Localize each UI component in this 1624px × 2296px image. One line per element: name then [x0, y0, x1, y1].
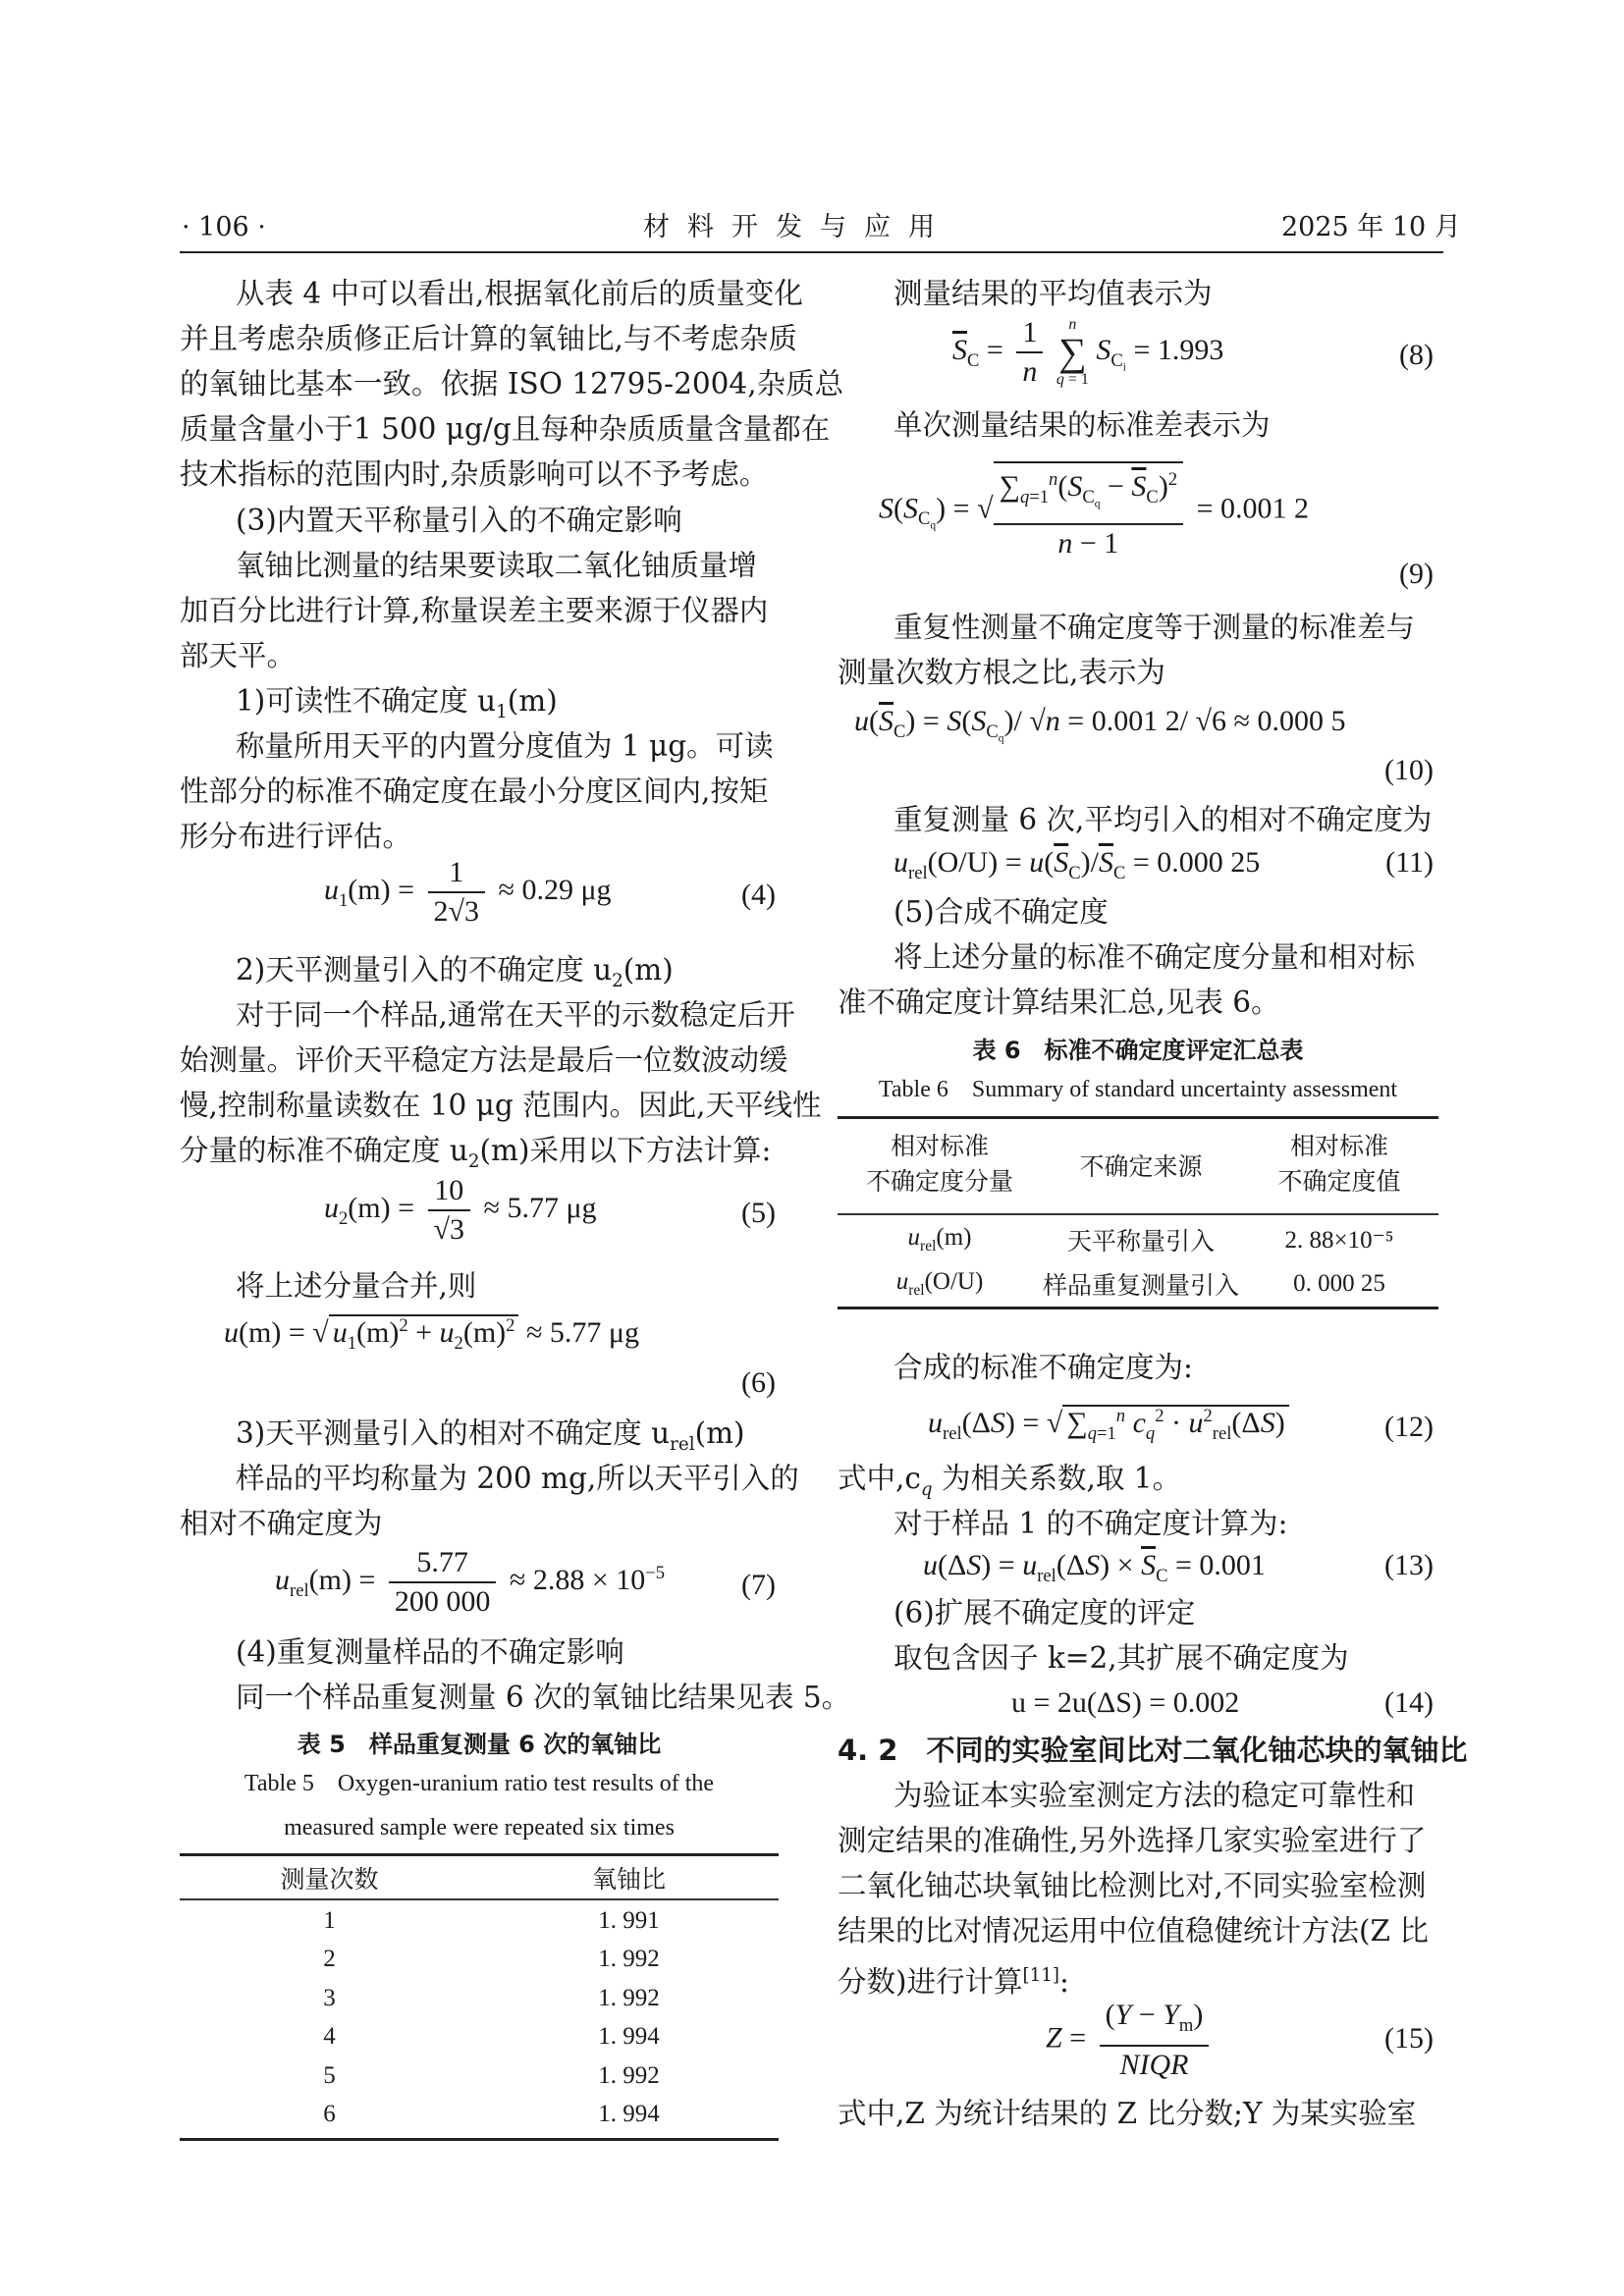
table-6-header-value: 相对标准 不确定度值 — [1277, 1134, 1401, 1196]
sec5-line-1: 将上述分量的标准不确定度分量和相对标 — [893, 940, 1416, 974]
table-5-header-ratio: 氧铀比 — [591, 1867, 666, 1894]
sec42-line-4: 结果的比对情况运用中位值稳健统计方法(Z 比 — [838, 1914, 1429, 1948]
table-5-top-rule — [180, 1853, 779, 1856]
table-5-header-count: 测量次数 — [280, 1867, 379, 1894]
table-cell: 2. 88×10⁻⁵ — [1284, 1226, 1394, 1254]
sub1-line-3: 形分布进行评估。 — [180, 820, 412, 853]
table-row — [180, 2018, 779, 2057]
table-cell: 0. 000 25 — [1293, 1269, 1385, 1297]
equation-7: $u_{rel}(m)$ = $\frac{5.77}{200 000}$ ≈ $2.88 \times 10^{-5}$ — [275, 1546, 666, 1618]
merge-text: 将上述分量合并,则 — [236, 1269, 477, 1303]
equation-15: Z = $\frac{(Y - Y_m)}{\text{NIQR}}$ — [1046, 1999, 1215, 2082]
sub3-line-2: 相对不确定度为 — [180, 1507, 383, 1540]
table-row — [180, 2096, 779, 2135]
table-row — [180, 1979, 779, 2018]
table-6-header-row — [838, 1119, 1438, 1211]
table-row — [838, 1261, 1438, 1306]
table-cell: 3 — [323, 1984, 336, 2011]
table-5-bottom-rule — [180, 2138, 779, 2141]
equation-15-number: (15) — [1384, 2022, 1434, 2055]
table-cell: $u_{rel}(O/U)$ — [895, 1267, 984, 1299]
table-6-header-source: 不确定来源 — [1079, 1154, 1203, 1181]
equation-14-number: (14) — [1384, 1686, 1434, 1719]
sub2-line-3: 慢,控制称量读数在 10 μg 范围内。因此,天平线性 — [180, 1089, 822, 1122]
equation-10: $u(\overline{S}_C) = S(S_{C_q})/$ √n = 0.001 2/ √6 ≈ 0.000 5 — [854, 705, 1346, 745]
sec3-line-2: 加百分比进行计算,称量误差主要来源于仪器内 — [180, 594, 769, 627]
sec42-line-2: 测定结果的准确性,另外选择几家实验室进行了 — [838, 1824, 1427, 1857]
table-cell: 1. 994 — [598, 2101, 660, 2128]
table-5 — [180, 1858, 779, 1897]
sec42-line-3: 二氧化铀芯块氧铀比检测比对,不同实验室检测 — [838, 1869, 1427, 1902]
intro-line-5: 技术指标的范围内时,杂质影响可以不予考虑。 — [180, 457, 769, 491]
table-6-caption-en: Table 6 Summary of standard uncertainty assessment — [878, 1077, 1398, 1102]
cq-text: 式中$,c_q$ 为相关系数,取 1。 — [838, 1462, 1182, 1500]
intro-line-3: 的氧铀比基本一致。依据 ISO 12795-2004,杂质总 — [180, 367, 844, 400]
table-6-header-rule — [838, 1213, 1438, 1215]
subsection-1-title: 1)可读性不确定度 $u_1(m)$ — [236, 684, 558, 722]
combined-intro: 合成的标准不确定度为: — [893, 1351, 1193, 1384]
sub2-line-2: 始测量。评价天平稳定方法是最后一位数波动缓 — [180, 1043, 788, 1077]
table-5-caption-cn: 表 5 样品重复测量 6 次的氧铀比 — [297, 1731, 662, 1758]
equation-12: $u_{rel}(\Delta S)$ = √ $\sum_{q=1}^n$ $c_q^2 \cdot u^2_{rel}(\Delta S)$ — [928, 1406, 1289, 1445]
equation-11: $u_{rel}(O/U) = u(\overline{S}_C)/\overline{S}_C = 0.000$ 25 — [893, 846, 1261, 883]
equation-4-number: (4) — [741, 879, 776, 911]
table-5-header-row — [180, 1858, 779, 1897]
table-cell: 4 — [323, 2023, 336, 2051]
equation-7-number: (7) — [741, 1569, 776, 1601]
table-cell: 1. 992 — [598, 2061, 660, 2089]
section-6-title: (6)扩展不确定度的评定 — [893, 1596, 1196, 1629]
section-3-title: (3)内置天平称量引入的不确定影响 — [236, 504, 682, 537]
table-cell: 5 — [323, 2061, 336, 2089]
subsection-2-title: 2)天平测量引入的不确定度 $u_2(m)$ — [236, 953, 674, 991]
equation-8-number: (8) — [1399, 339, 1434, 371]
sd-intro: 单次测量结果的标准差表示为 — [893, 408, 1271, 442]
equation-5-number: (5) — [741, 1197, 776, 1229]
table-row — [838, 1217, 1438, 1261]
table-cell: 1. 991 — [598, 1906, 660, 1934]
equation-6-number: (6) — [741, 1366, 776, 1399]
citation: [11] — [1022, 1965, 1060, 1986]
table-cell: 样品重复测量引入 — [1043, 1272, 1240, 1300]
equation-10-number: (10) — [1384, 754, 1434, 786]
repeatability-line-2: 测量次数方根之比,表示为 — [838, 656, 1165, 689]
sec42-line-1: 为验证本实验室测定方法的稳定可靠性和 — [893, 1779, 1416, 1812]
repeatability-line-1: 重复性测量不确定度等于测量的标准差与 — [893, 611, 1416, 644]
sub2-line-4: 分量的标准不确定度 $u_2(m)$采用以下方法计算: — [180, 1134, 772, 1172]
table-cell: 1 — [323, 1906, 336, 1934]
equation-12-number: (12) — [1384, 1411, 1434, 1443]
table-5-caption-en-2: measured sample were repeated six times — [284, 1815, 675, 1841]
last-line: 式中,Z 为统计结果的 Z 比分数;Y 为某实验室 — [838, 2097, 1417, 2130]
equation-13-number: (13) — [1384, 1549, 1434, 1581]
sec3-line-1: 氧铀比测量的结果要读取二氧化铀质量增 — [236, 549, 758, 582]
equation-11-number: (11) — [1385, 846, 1434, 879]
issue-date: 2025 年 10 月 — [1281, 212, 1461, 242]
header-rule — [180, 251, 1443, 253]
table-cell: 1. 992 — [598, 1946, 660, 1973]
sub1-line-2: 性部分的标准不确定度在最小分度区间内,按矩 — [180, 774, 769, 808]
page-number: · 106 · — [182, 212, 266, 242]
table-row — [180, 1901, 779, 1941]
sec42-line-5: 分数)进行计算[11]: — [838, 1964, 1069, 1999]
section-4-title: (4)重复测量样品的不确定影响 — [236, 1635, 624, 1669]
sub2-line-1: 对于同一个样品,通常在天平的示数稳定后开 — [236, 998, 795, 1032]
journal-title: 材料开发与应用 — [643, 212, 952, 242]
table-5-body — [180, 1901, 779, 2134]
equation-13: $u(\Delta S) = u_{rel}(\Delta S) \times \overline{S}_C = 0.001$ — [923, 1549, 1266, 1586]
table-6-head — [838, 1119, 1438, 1211]
section-4-2-title: 4. 2 不同的实验室间比对二氧化铀芯块的氧铀比 — [838, 1734, 1468, 1767]
equation-8: $\overline{S}_C$ = $\frac{1}{n}$ n ∑ q = 1 $S_{C_i} = 1.993$ — [952, 316, 1224, 388]
table-6-body — [838, 1217, 1438, 1306]
equation-6: u(m) = √ $u_1(m)^2 + u_2(m)^2 \approx 5.77$ μg — [224, 1315, 640, 1354]
intro-line-1: 从表 4 中可以看出,根据氧化前后的质量变化 — [236, 277, 803, 310]
table-cell: 6 — [323, 2101, 336, 2128]
sec6-line-1: 取包含因子 k=2,其扩展不确定度为 — [893, 1641, 1349, 1675]
equation-9-number: (9) — [1399, 558, 1434, 590]
sub1-line-1: 称量所用天平的内置分度值为 1 μg。可读 — [236, 729, 774, 763]
equation-5: $u_2(m)$ = $\frac{10}{√3}$ ≈ 5.77 μg — [324, 1174, 597, 1246]
intro-line-2: 并且考虑杂质修正后计算的氧铀比,与不考虑杂质 — [180, 322, 797, 355]
sec4-line-1: 同一个样品重复测量 6 次的氧铀比结果见表 5。 — [236, 1681, 851, 1714]
equation-9: $S(S_{C_q})$ = √ $\frac{\sum_{q=1}^n(S_{C_q} - \overline{S}_C)^2}{n - 1}$ = 0.001 2 — [879, 461, 1309, 561]
section-5-title: (5)合成不确定度 — [893, 895, 1109, 929]
intro-line-4: 质量含量小于1 500 μg/g且每种杂质质量含量都在 — [180, 412, 831, 446]
equation-4: $u_1(m)$ = $\frac{1}{2√3}$ ≈ 0.29 μg — [324, 856, 612, 928]
table-5-header-rule — [180, 1898, 779, 1900]
repeat-6-text: 重复测量 6 次,平均引入的相对不确定度为 — [893, 803, 1433, 836]
table-6-header-component: 相对标准 不确定度分量 — [866, 1134, 1014, 1196]
table-row — [180, 2056, 779, 2096]
table-6-bottom-rule — [838, 1307, 1438, 1309]
table-cell: 天平称量引入 — [1067, 1228, 1216, 1255]
subsection-3-title: 3)天平测量引入的相对不确定度 $u_{rel}(m)$ — [236, 1416, 745, 1455]
table-cell: 1. 992 — [598, 1984, 660, 2011]
equation-14: u = 2u(ΔS) = 0.002 — [1011, 1686, 1240, 1719]
sec5-line-2: 准不确定度计算结果汇总,见表 6。 — [838, 986, 1280, 1019]
table-5-caption-en-1: Table 5 Oxygen-uranium ratio test results of the — [244, 1771, 715, 1796]
mean-intro: 测量结果的平均值表示为 — [893, 277, 1213, 310]
sub3-line-1: 样品的平均称量为 200 mg,所以天平引入的 — [236, 1462, 799, 1495]
sec3-line-3: 部天平。 — [180, 639, 297, 672]
table-row — [180, 1941, 779, 1980]
sample-1-text: 对于样品 1 的不确定度计算为: — [893, 1507, 1288, 1540]
table-cell: 2 — [323, 1946, 336, 1973]
table-cell: $u_{rel}(m)$ — [907, 1223, 972, 1255]
table-cell: 1. 994 — [598, 2023, 660, 2051]
table-6-caption-cn: 表 6 标准不确定度评定汇总表 — [972, 1037, 1304, 1064]
